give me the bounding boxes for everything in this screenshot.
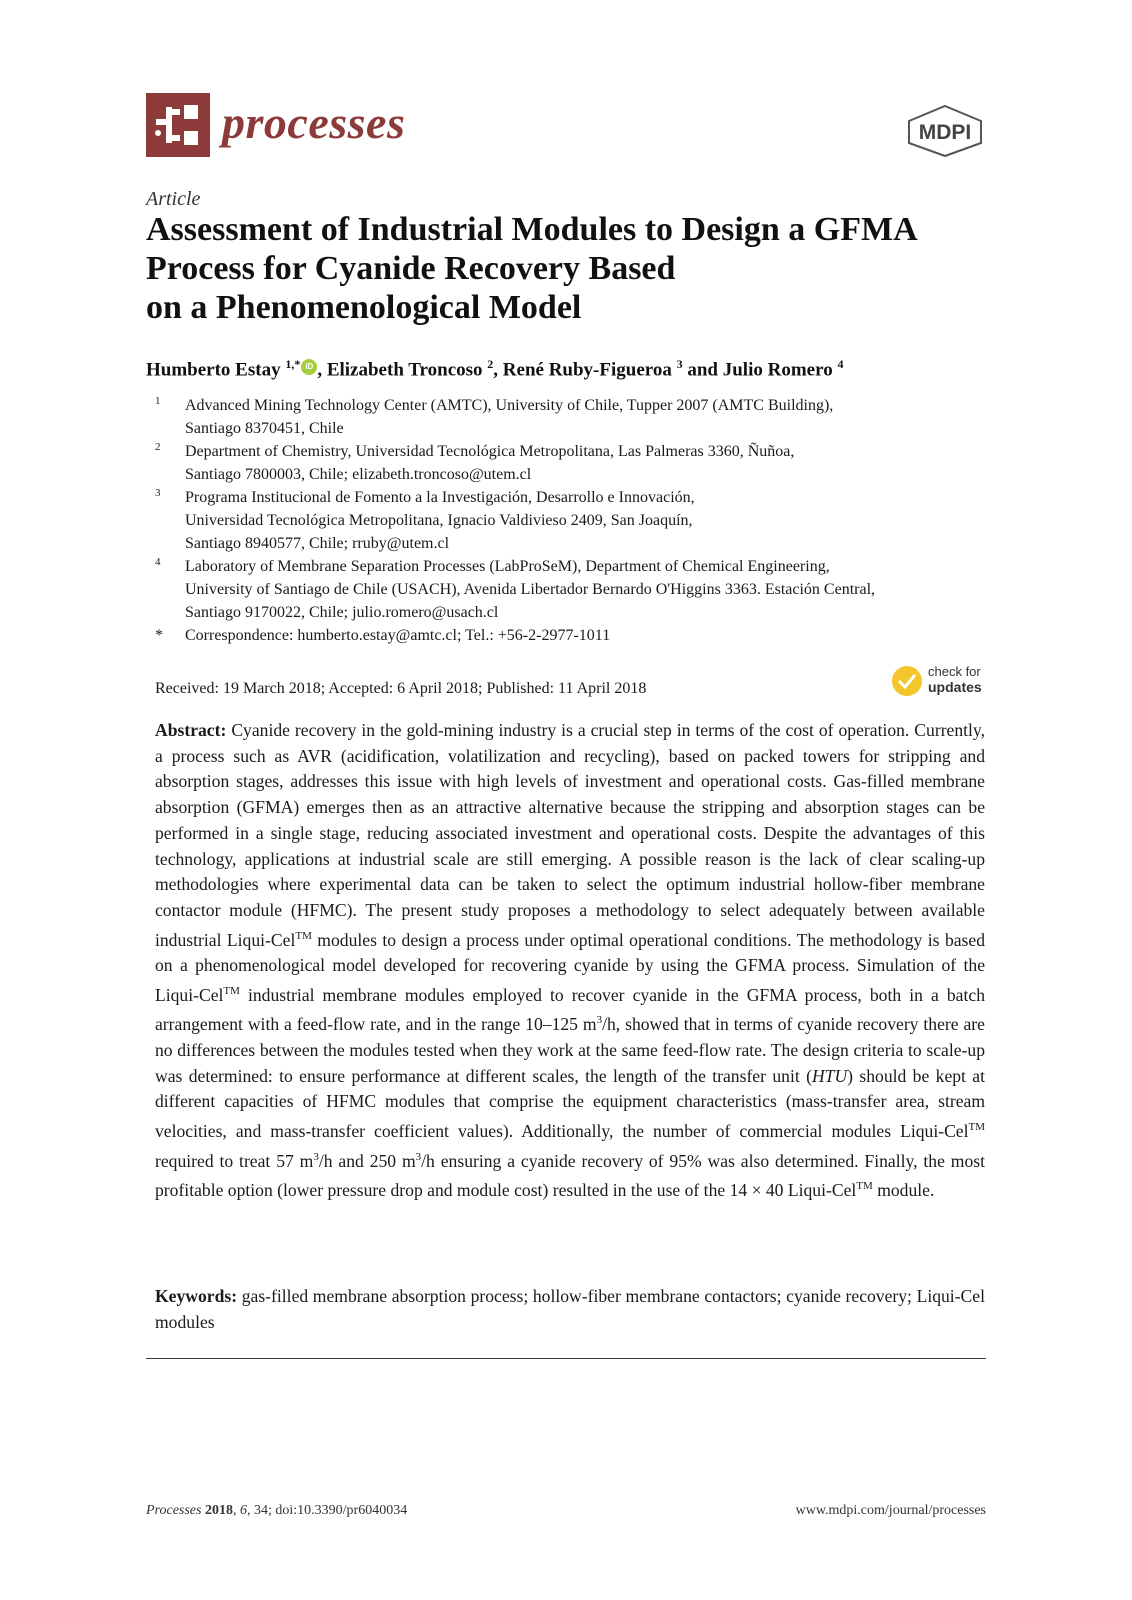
abstract-label: Abstract: (155, 720, 227, 740)
article-title (146, 210, 1006, 327)
affiliation-line: Universidad Tecnológica Metropolitana, Ignacio Valdivieso 2409, San Joaquín, (185, 512, 693, 529)
correspondence-item (155, 624, 995, 647)
affiliation-item (155, 486, 995, 555)
check-updates-button[interactable] (892, 664, 1002, 704)
affiliation-line: Santiago 8940577, Chile; rruby@utem.cl (185, 535, 450, 552)
abstract-text: module. (872, 1180, 935, 1201)
affiliation-line: Santiago 7800003, Chile; elizabeth.troncoso@utem.cl (185, 466, 532, 483)
footer-year: 2018 (204, 1503, 233, 1518)
orcid-icon[interactable]: iD (301, 359, 317, 375)
abstract-text: ) should be kept at different capacities of HFMC modules that comprise the equipment characteristics (mass-transfer area, stream velocities, and mass-transfer coefficient values). Additionally, the number of commercial modules Liqui-Cel (155, 1065, 985, 1141)
exponent-sup: 3 (415, 1150, 422, 1163)
abstract-text: /h, showed that in terms of cyanide recovery there are no differences between the modules tested when they work at the same feed-flow rate. The design criteria to scale-up was determined: to ensure performance at different scales, the length of the transfer unit ( (155, 1014, 985, 1086)
mdpi-logo-icon (904, 104, 986, 158)
author-affil-sup: 3 (676, 357, 683, 371)
abstract (155, 718, 985, 1204)
affiliation-line: Santiago 9170022, Chile; julio.romero@usach.cl (185, 604, 499, 621)
author-affil-sup: 2 (487, 357, 494, 371)
abstract-text: Cyanide recovery in the gold-mining industry is a crucial step in terms of the cost of operation. Currently, a process such as AVR (acidification, volatilization and recycling), based on packed towers for stripping and absorption stages, addresses this issue with high levels of investment and operational costs. Gas-filled membrane absorption (GFMA) emerges then as an attractive alternative because the stripping and absorption stages can be performed in a single stage, reducing associated investment and operational costs. Despite the advantages of this technology, applications at industrial scale are still emerging. A possible reason is the lack of clear scaling-up methodologies where experimental data can be taken to select the optimum industrial hollow-fiber membrane contactor module (HFMC). The present study proposes a methodology to select adequately between available industrial Liqui-Cel (155, 720, 985, 950)
affiliation-line: Advanced Mining Technology Center (AMTC), University of Chile, Tupper 2007 (AMTC Building), (185, 397, 834, 414)
author-name[interactable]: , René Ruby-Figueroa (493, 359, 672, 381)
abstract-text: /h ensuring a cyanide recovery of 95% was also determined. Finally, the most profitable option (lower pressure drop and module cost) resulted in the use of the 14 × 40 Liqui-Cel (155, 1150, 986, 1201)
exponent-sup: 3 (596, 1014, 603, 1027)
affiliation-line: Programa Institucional de Fomento a la Investigación, Desarrollo e Innovación, (185, 489, 695, 506)
footer-doi[interactable]: , 34; doi:10.3390/pr6040034 (246, 1503, 408, 1518)
check-updates-label: check for (928, 664, 981, 679)
affiliations (155, 394, 995, 647)
article-type: Article (146, 188, 201, 210)
check-updates-icon (892, 666, 922, 696)
affiliation-number: 2 (155, 441, 161, 453)
author-affil-sup: 1,* (285, 357, 301, 371)
abstract-text: industrial membrane modules employed to recover cyanide in the GFMA process, both in a batch arrangement with a feed-flow rate, and in the range 10–125 m (155, 984, 985, 1035)
footer-journal: Processes (146, 1503, 202, 1518)
title-line: Assessment of Industrial Modules to Design a GFMA (146, 211, 918, 248)
trademark-sup: TM (295, 929, 312, 942)
divider (146, 1358, 986, 1359)
publication-dates: Received: 19 March 2018; Accepted: 6 April 2018; Published: 11 April 2018 (155, 680, 647, 697)
trademark-sup: TM (856, 1180, 873, 1193)
author-affil-sup: 4 (837, 357, 844, 371)
author-list (146, 357, 843, 381)
affiliation-item (155, 555, 995, 624)
footer-citation: Processes 2018, 6, 34; doi:10.3390/pr6040034 (146, 1503, 408, 1518)
exponent-sup: 3 (313, 1150, 319, 1163)
abstract-text: modules to design a process under optimal operational conditions. The methodology is based on a phenomenological model developed for recovering cyanide by using the GFMA process. Simulation of the Liqui-Cel (155, 929, 986, 1005)
trademark-sup: TM (223, 984, 240, 997)
abstract-text: /h and 250 m (318, 1150, 416, 1171)
affiliation-number: 4 (155, 556, 161, 568)
trademark-sup: TM (968, 1121, 985, 1134)
abstract-text: required to treat 57 m (155, 1150, 314, 1171)
title-line: Process for Cyanide Recovery Based (146, 250, 676, 287)
title-line: on a Phenomenological Model (146, 289, 582, 326)
affiliation-line: Department of Chemistry, Universidad Tecnológica Metropolitana, Las Palmeras 3360, Ñuñoa, (185, 443, 795, 460)
keywords-text: gas-filled membrane absorption process; hollow-fiber membrane contactors; cyanide recovery; Liqui-Cel modules (155, 1286, 985, 1332)
footer-url-link[interactable]: www.mdpi.com/journal/processes (795, 1503, 986, 1518)
author-name[interactable]: , Elizabeth Troncoso (317, 359, 483, 381)
journal-name: processes (222, 97, 406, 148)
affiliation-number: 3 (155, 487, 161, 499)
affiliation-number: 1 (155, 395, 161, 407)
affiliation-line: University of Santiago de Chile (USACH), Avenida Libertador Bernardo O'Higgins 3363. Estación Central, (185, 581, 876, 598)
correspondence-mark: * (155, 627, 163, 644)
affiliation-item (155, 440, 995, 486)
publisher-name: MDPI (918, 121, 972, 144)
affiliation-line: Laboratory of Membrane Separation Processes (LabProSeM), Department of Chemical Engineering, (185, 558, 830, 575)
check-updates-label: updates (928, 679, 982, 695)
journal-logo-icon (146, 93, 210, 157)
affiliation-line: Santiago 8370451, Chile (185, 420, 344, 437)
keywords-label: Keywords: (155, 1286, 238, 1306)
author-name[interactable]: and Julio Romero (682, 359, 833, 381)
keywords (155, 1284, 985, 1335)
abstract-italic: HTU (811, 1065, 848, 1086)
correspondence-line: Correspondence: humberto.estay@amtc.cl; Tel.: +56-2-2977-1011 (185, 627, 611, 644)
affiliation-item (155, 394, 995, 440)
author-name[interactable]: Humberto Estay (146, 359, 281, 381)
footer-volume: 6 (239, 1503, 247, 1518)
